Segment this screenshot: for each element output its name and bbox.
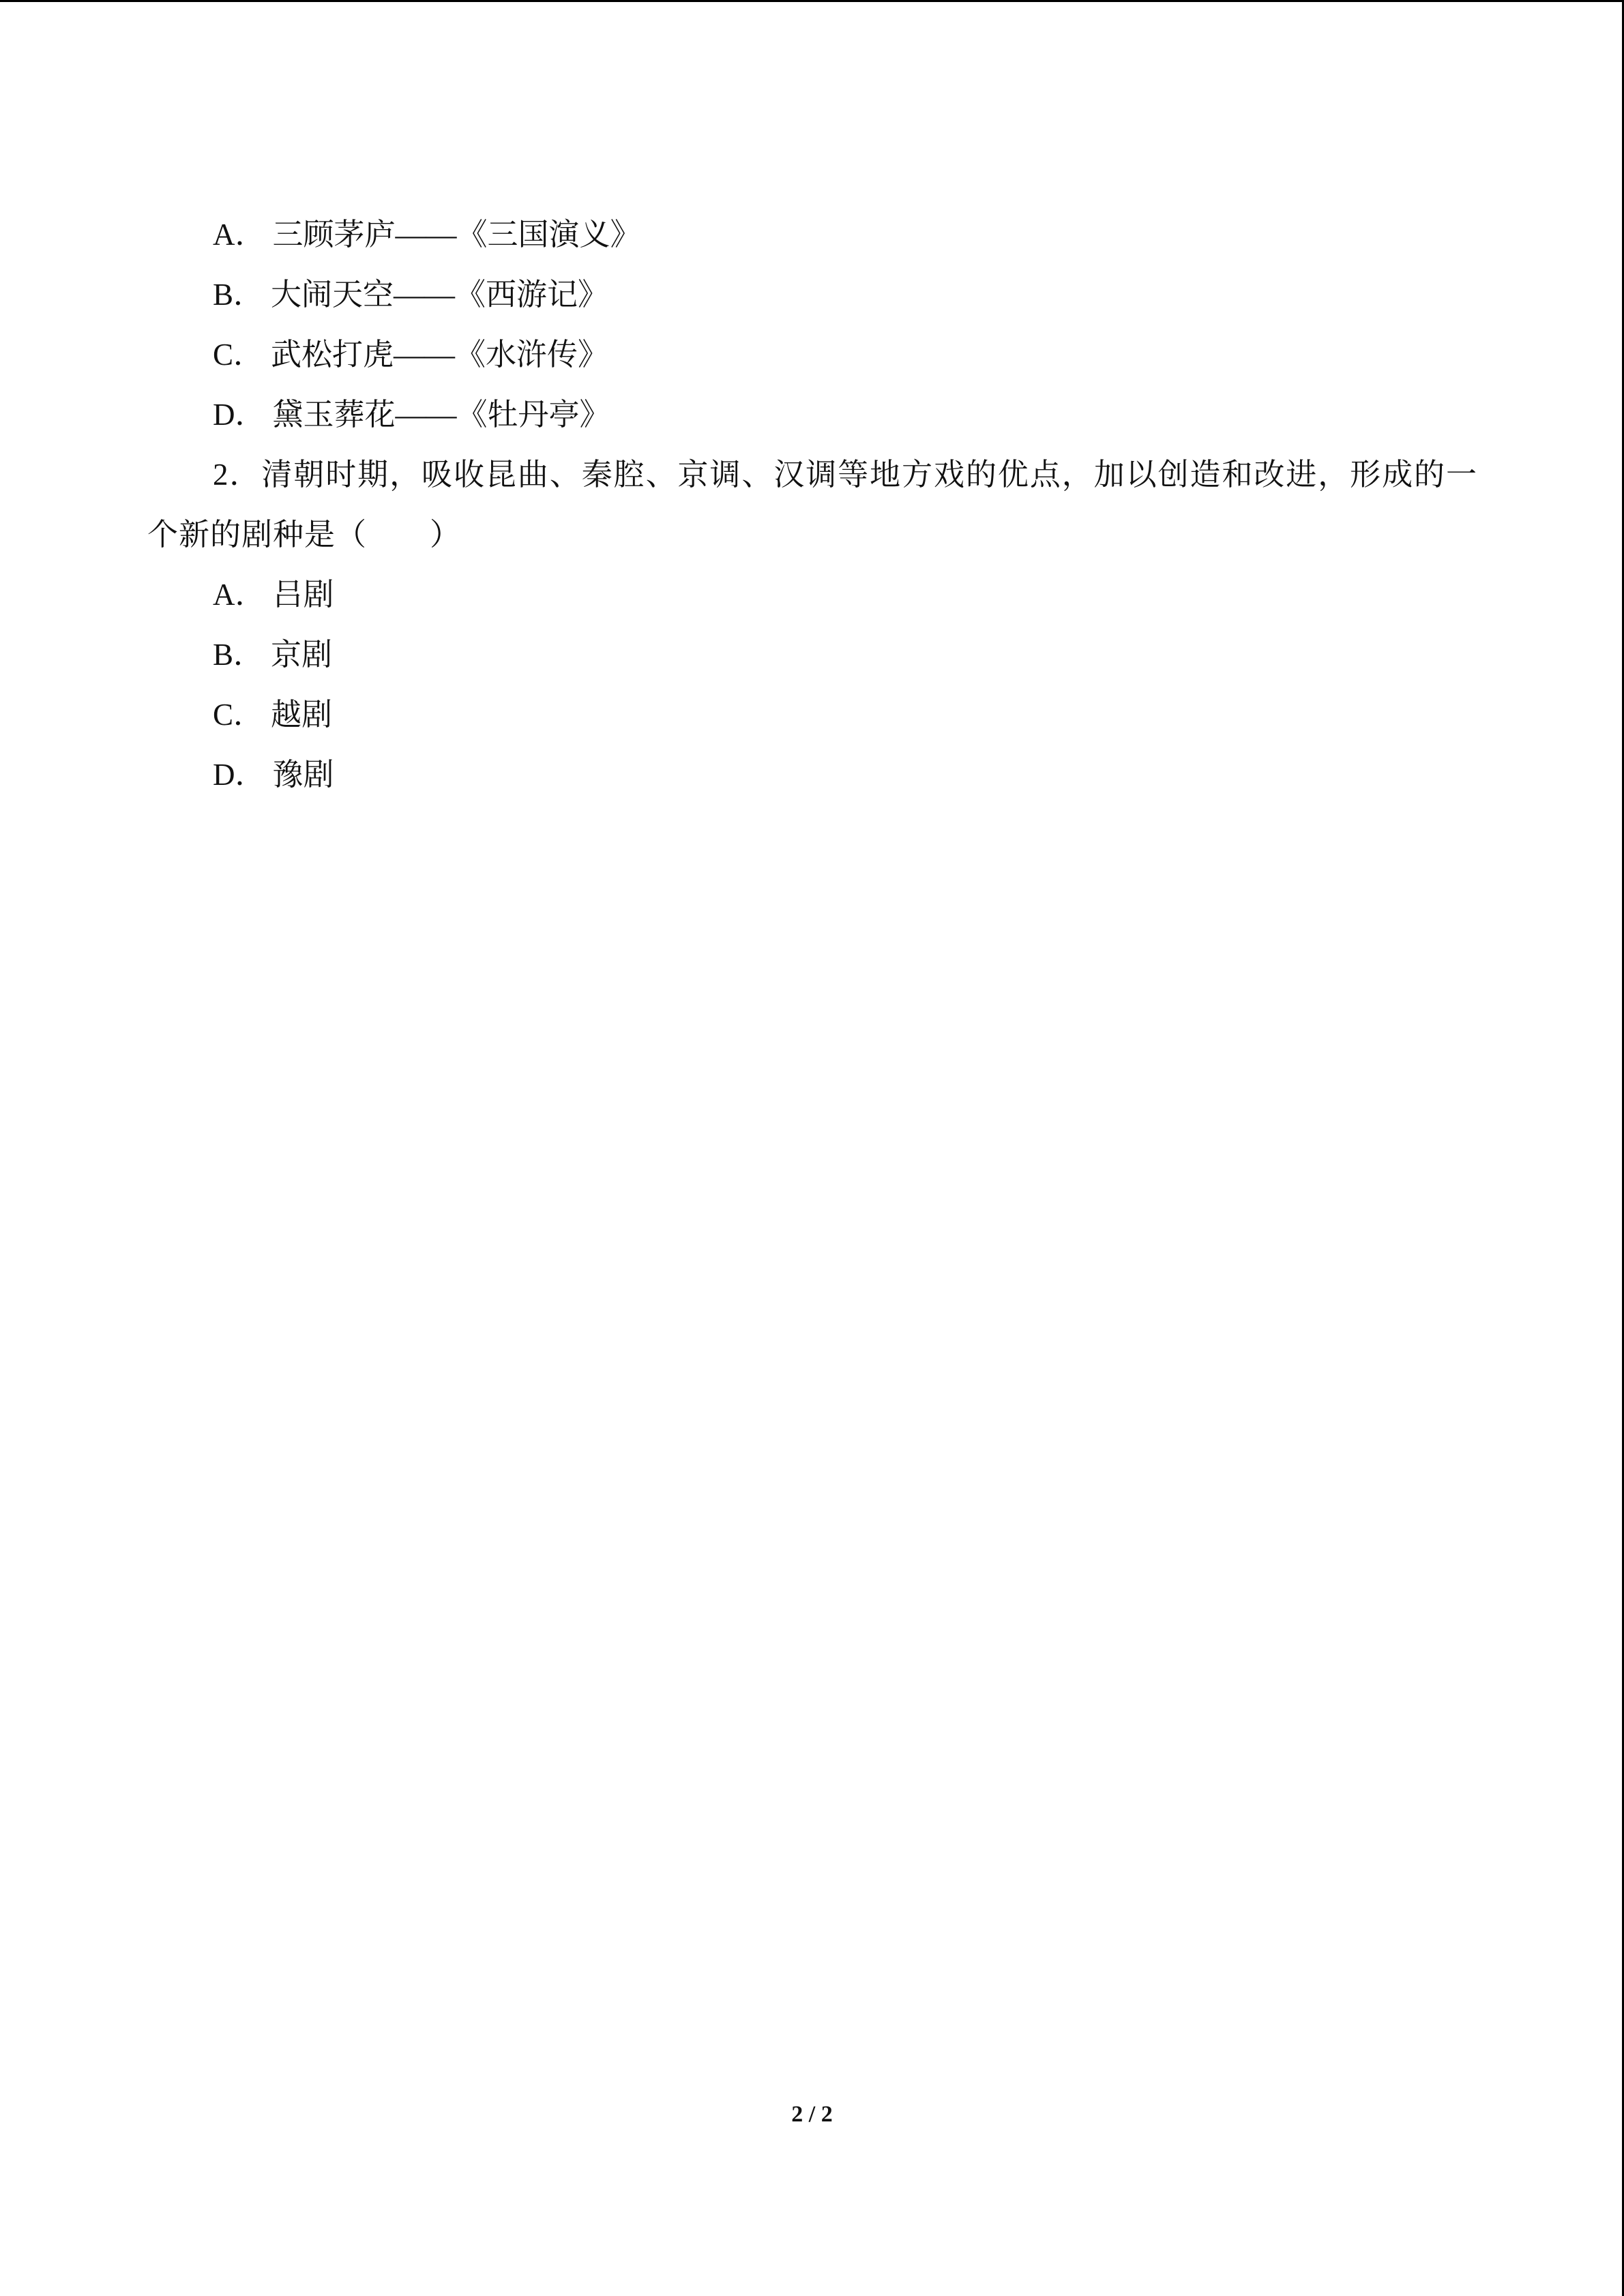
q2-option-d xyxy=(147,745,1477,805)
option-letter: B． xyxy=(213,638,265,672)
option-letter: D． xyxy=(213,758,266,792)
q1-option-b xyxy=(147,265,1477,325)
q2-option-b xyxy=(147,625,1477,685)
option-text: 三顾茅庐——《三国演义》 xyxy=(272,218,641,252)
q1-option-d xyxy=(147,385,1477,445)
page-top-border xyxy=(0,0,1624,2)
page-number: 2 / 2 xyxy=(791,2102,833,2127)
option-text: 豫剧 xyxy=(272,758,334,792)
q1-option-c xyxy=(147,325,1477,385)
option-text: 大闹天空——《西游记》 xyxy=(271,278,609,312)
option-text: 吕剧 xyxy=(272,578,334,612)
option-text: 越剧 xyxy=(271,698,333,732)
q1-option-a xyxy=(147,205,1477,265)
option-text: 京剧 xyxy=(271,638,333,672)
option-text: 武松打虎——《水浒传》 xyxy=(271,338,609,372)
option-letter: A． xyxy=(213,218,266,252)
document-body xyxy=(147,205,1477,805)
option-letter: B． xyxy=(213,278,265,312)
q2-option-c xyxy=(147,685,1477,745)
q2-option-a xyxy=(147,565,1477,625)
option-text: 黛玉葬花——《牡丹亭》 xyxy=(272,398,610,432)
option-letter: C． xyxy=(213,338,265,372)
q2-stem: 2．清朝时期，吸收昆曲、秦腔、京调、汉调等地方戏的优点，加以创造和改进，形成的一个新的剧种是（ ） xyxy=(147,458,1477,552)
option-letter: C． xyxy=(213,698,265,732)
option-letter: A． xyxy=(213,578,266,612)
option-letter: D． xyxy=(213,398,266,432)
